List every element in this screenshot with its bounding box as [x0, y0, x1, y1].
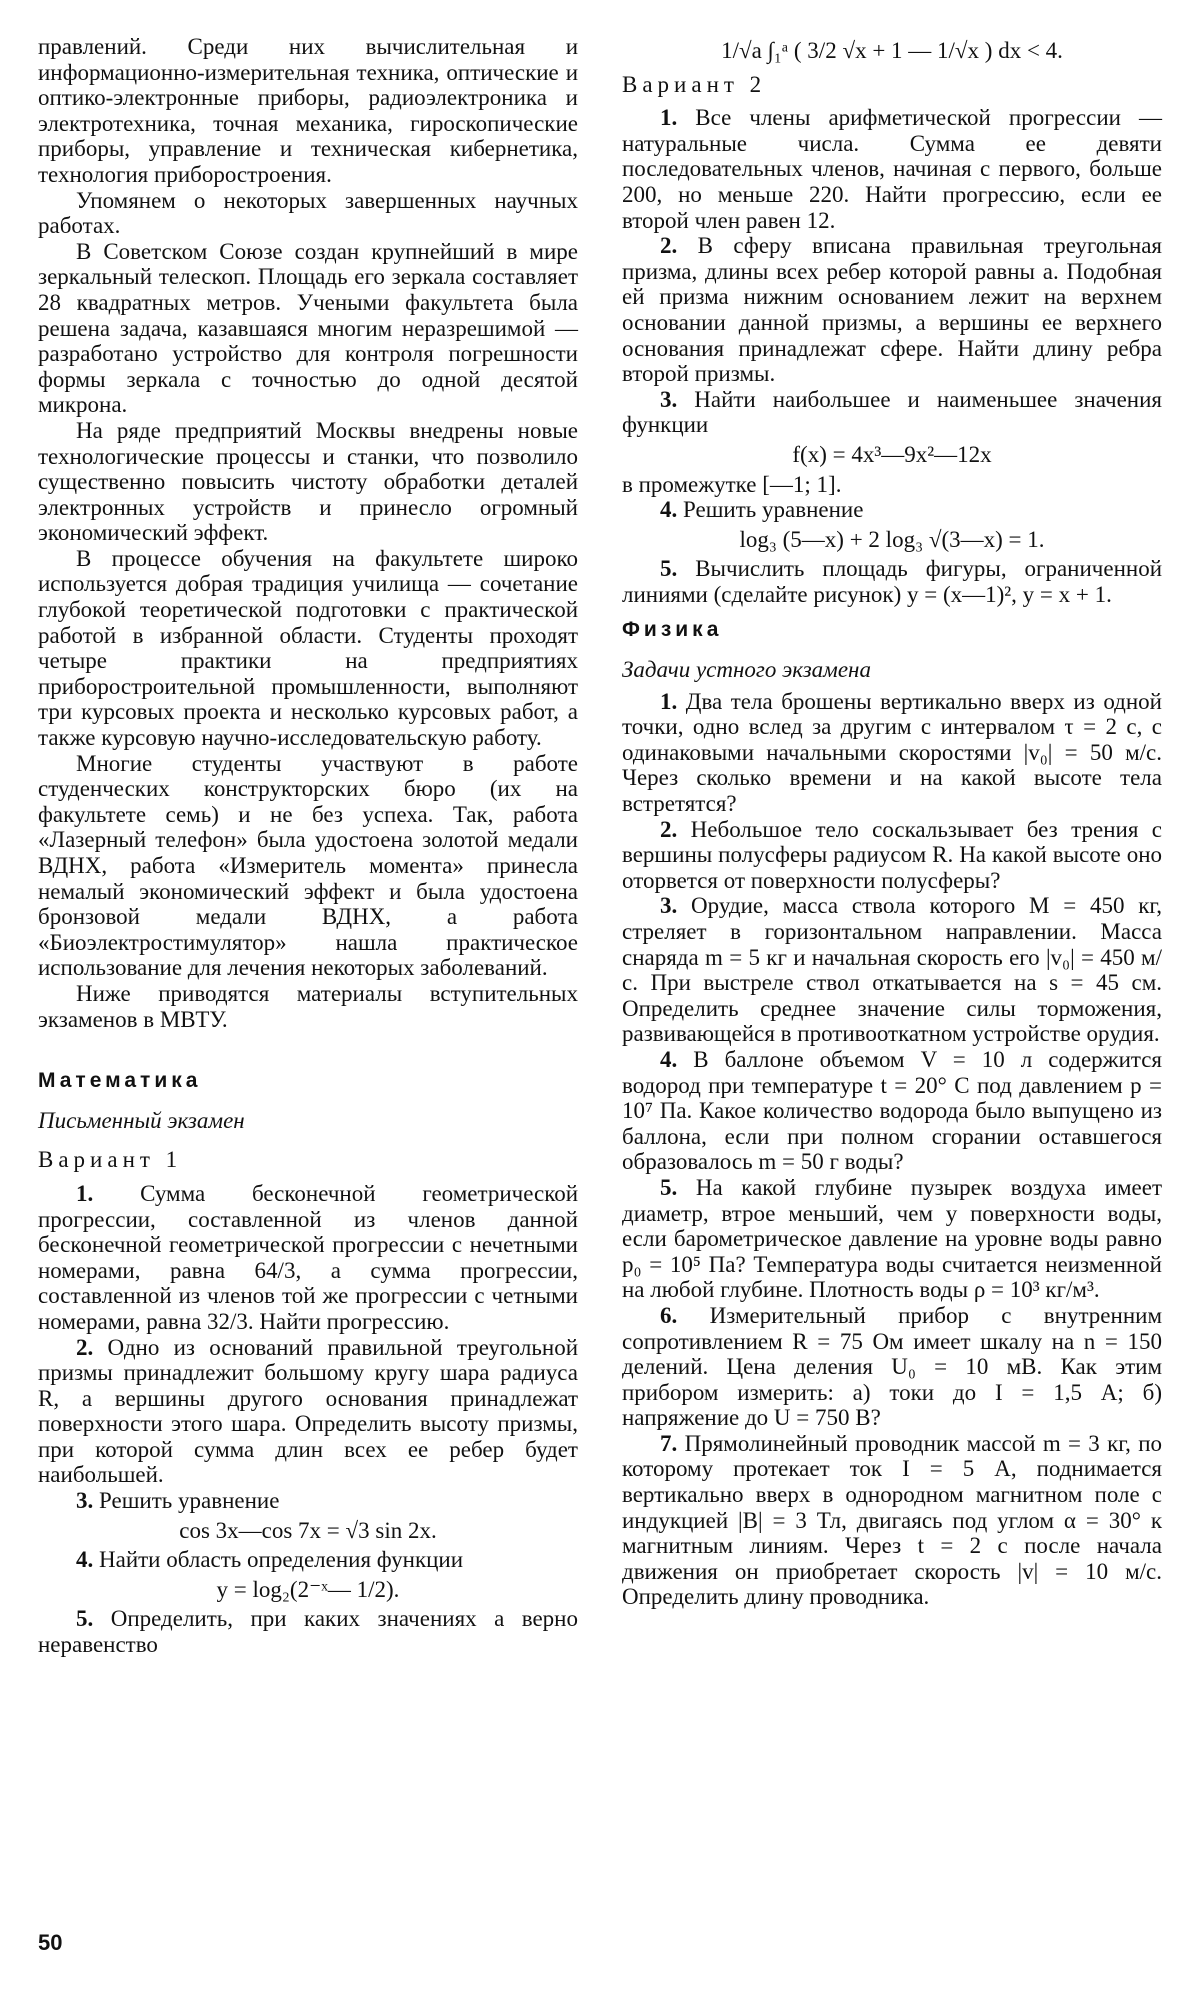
math-v1-problem-3	[38, 1488, 578, 1514]
paragraph-telescope: В Советском Союзе создан крупнейший в мире зеркальный телескоп. Площадь его зеркала составляет 28 квадратных метров. Учеными факультета была решена задача, казавшаяся многим неразрешимой — разработано устройство для контроля погрешности формы зеркала с точностью до одной десятой микрона.	[38, 238, 578, 418]
math-v1-formula-3: cos 3x—cos 7x = √3 sin 2x.	[179, 1517, 437, 1543]
problem-number: 2.	[660, 233, 678, 259]
math-v1-formula-5: 1/√a ∫₁ᵃ ( 3/2 √x + 1 — 1/√x ) dx < 4.	[721, 38, 1063, 63]
problem-text: Все члены арифметической прогрессии — натуральные числа. Сумма ее девяти последовательных членов, начиная с первого, больше 200, но меньше 220. Найти прогрессию, если ее второй член равен 12.	[622, 105, 1162, 233]
math-v1-problem-1	[38, 1181, 578, 1335]
paragraph-training: В процессе обучения на факультете широко используется добрая традиция училища — сочетание глубокой теоретической подготовки с практической работой в избранной области. Студенты проходят четыре практики на предприятиях приборостроительной промышленности, выполняют три курсовых проекта и несколько курсовых работ, а также курсовую научно-исследовательскую работу.	[38, 545, 578, 751]
written-exam-subheading: Письменный экзамен	[38, 1107, 245, 1133]
problem-text: Орудие, масса ствола которого M = 450 кг, стреляет в горизонтальном направлении. Масса снаряда m = 5 кг и начальная скорость его |v₀| = 450 м/с. При выстреле ствол откатывается на s = 45 см. Определить среднее значение силы торможения, развивающейся в противооткатном устройстве орудия.	[622, 893, 1163, 1047]
problem-text: Решить уравнение	[683, 497, 864, 523]
math-v1-problem-2	[38, 1335, 578, 1489]
math-v2-problem-3	[622, 387, 1162, 438]
problem-text: На какой глубине пузырек воздуха имеет диаметр, втрое меньший, чем у поверхности воды, если барометрическое давление на уровне воды равно p₀ = 10⁵ Па? Температура воды считается неизменной на любой глубине. Плотность воды ρ = 10³ кг/м³.	[622, 1174, 1162, 1303]
paragraph-students: Многие студенты участвуют в работе студенческих конструкторских бюро (их на факультете семь) и не без успеха. Так, работа «Лазерный телефон» была удостоена золотой медали ВДНХ, работа «Измеритель момента» принесла немалый экономический эффект и была удостоена бронзовой медали ВДНХ, а работа «Биоэлектростимулятор» нашла практическое использование для лечения некоторых заболеваний.	[38, 750, 578, 981]
page-number: 50	[38, 1930, 63, 1955]
problem-number: 1.	[660, 105, 678, 131]
problem-text: Два тела брошены вертикально вверх из одной точки, одно вслед за другим с интервалом τ = 2 с, с одинаковыми начальными скоростями |v₀| = 50 м/с. Через сколько времени и на какой высоте тела встретятся?	[622, 688, 1162, 817]
math-v2-interval: в промежутке [—1; 1].	[622, 471, 842, 497]
physics-problem-1	[622, 689, 1162, 817]
problem-number: 5.	[660, 1174, 678, 1200]
math-v2-formula-4: log₃ (5—x) + 2 log₃ √(3—x) = 1.	[739, 526, 1045, 552]
problem-text: Одно из оснований правильной треугольной призмы принадлежит большому кругу шара радиуса R, а вершины другого основания принадлежат поверхности этого шара. Определить высоту призмы, при которой сумма длин всех ее ребер будет наибольшей.	[38, 1334, 579, 1488]
problem-text: Найти наибольшее и наименьшее значения функции	[622, 386, 1162, 438]
paragraph-exams: Ниже приводятся материалы вступительных экзаменов в МВТУ.	[38, 980, 578, 1032]
problem-number: 6.	[660, 1302, 678, 1328]
physics-problem-2	[622, 817, 1162, 894]
problem-number: 4.	[76, 1547, 94, 1573]
problem-number: 3.	[660, 893, 678, 919]
variant-2-label: Вариант 2	[622, 71, 767, 97]
oral-exam-subheading: Задачи устного экзамена	[622, 657, 871, 683]
math-v1-problem-5	[38, 1606, 578, 1657]
physics-heading: Физика	[622, 618, 723, 642]
paragraph-works: Упомянем о некоторых завершенных научных работах.	[38, 187, 578, 239]
problem-text: Решить уравнение	[99, 1488, 280, 1514]
problem-text: Сумма бесконечной геометрической прогрессии, составленной из членов данной бесконечной геометрической прогрессии с нечетными номерами, равна 64/3, а сумма прогрессии, составленной из членов той же прогрессии с четными номерами, равна 32/3. Найти прогрессию.	[38, 1180, 579, 1334]
math-v2-formula-3: f(x) = 4x³—9x²—12x	[792, 441, 992, 467]
problem-number: 1.	[660, 688, 678, 714]
math-v2-problem-5	[622, 556, 1162, 607]
intro-paragraph: правлений. Среди них вычислительная и информационно-измерительная техника, оптические и оптико-электронные приборы, радиоэлектроника и электротехника, точная механика, гироскопические приборы, управление и техническая кибернетика, технология приборостроения.	[38, 34, 578, 187]
right-column	[622, 34, 1162, 1610]
problem-number: 3.	[660, 386, 678, 412]
problem-number: 5.	[76, 1606, 94, 1632]
problem-text: В сферу вписана правильная треугольная призма, длины всех ребер которой равны a. Подобная ей призма нижним основанием лежит на верхнем основании данной призмы, а вершины ее верхнего основания принадлежат сфере. Найти длину ребра второй призмы.	[622, 233, 1163, 387]
problem-number: 1.	[76, 1180, 94, 1206]
problem-text: Определить, при каких значениях a верно неравенство	[38, 1606, 578, 1658]
variant-1-label: Вариант 1	[38, 1147, 183, 1173]
problem-number: 7.	[660, 1430, 678, 1456]
physics-problem-4	[622, 1047, 1162, 1175]
problem-number: 4.	[660, 497, 678, 523]
paragraph-moscow: На ряде предприятий Москвы внедрены новые технологические процессы и станки, что позволило существенно повысить чистоту обработки деталей электронных устройств и принесло огромный экономический эффект.	[38, 417, 578, 546]
math-v2-problem-1	[622, 105, 1162, 233]
physics-problem-7	[622, 1431, 1162, 1610]
math-v1-formula-4: y = log₂(2⁻ˣ— 1/2).	[216, 1576, 400, 1602]
physics-problem-5	[622, 1175, 1162, 1303]
problem-text: Небольшое тело соскальзывает без трения с вершины полусферы радиусом R. На какой высоте оно оторвется от поверхности полусферы?	[622, 816, 1163, 893]
physics-problem-6	[622, 1303, 1162, 1431]
problem-number: 5.	[660, 556, 678, 582]
math-v1-problem-4	[38, 1547, 578, 1573]
math-heading: Математика	[38, 1069, 202, 1093]
problem-number: 2.	[76, 1334, 94, 1360]
math-v2-problem-2	[622, 233, 1162, 387]
left-column	[38, 34, 578, 1658]
problem-number: 4.	[660, 1046, 678, 1072]
problem-text: В баллоне объемом V = 10 л содержится водород при температуре t = 20° С под давлением p = 10⁷ Па. Какое количество водорода было выпущено из баллона, если при полном сгорании оставшегося образовалось m = 50 г воды?	[622, 1046, 1162, 1175]
problem-text: Найти область определения функции	[99, 1547, 464, 1573]
math-v2-problem-4	[622, 497, 1162, 523]
problem-number: 3.	[76, 1488, 94, 1514]
physics-problem-3	[622, 893, 1162, 1047]
problem-number: 2.	[660, 816, 678, 842]
problem-text: Вычислить площадь фигуры, ограниченной линиями (сделайте рисунок) y = (x—1)², y = x + 1.	[622, 556, 1163, 607]
problem-text: Прямолинейный проводник массой m = 3 кг, по которому протекает ток I = 5 А, поднимается вертикально вверх в однородном магнитном поле с индукцией |B| = 3 Тл, двигаясь под углом α = 30° к магнитным линиям. Через t = 2 с после начала движения он приобретает скорость |v| = 10 м/с. Определить длину проводника.	[622, 1430, 1163, 1610]
problem-text: Измерительный прибор с внутренним сопротивлением R = 75 Ом имеет шкалу на n = 150 делений. Цена деления U₀ = 10 мВ. Как этим прибором измерить: а) токи до I = 1,5 А; б) напряжение до U = 750 В?	[622, 1302, 1162, 1431]
